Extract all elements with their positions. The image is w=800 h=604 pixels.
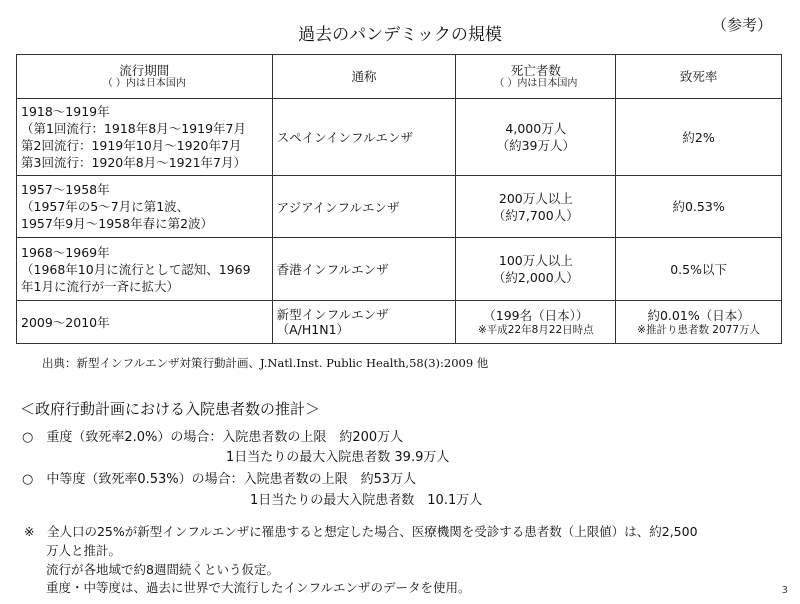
- deaths-cell: 200万人以上 （約7,700人）: [456, 176, 616, 238]
- header-deaths-note: （ ）内は日本国内: [494, 78, 578, 89]
- severe-case-line: ○ 重度（致死率2.0%）の場合：入院患者数の上限 約200万人: [22, 430, 404, 445]
- period-cell: 1957～1958年 （1957年の5～7月に第1波、 1957年9月～1958年春に第2波）: [17, 176, 273, 238]
- page-title: 過去のパンデミックの規模: [298, 25, 502, 45]
- table-row: [17, 238, 782, 301]
- footnote-line: 万人と推計。: [46, 543, 122, 558]
- period-cell: 1968～1969年 （1968年10月に流行として認知、1969 年1月に流行が一斉に拡大）: [17, 238, 273, 301]
- name-cell: 新型インフルエンザ （A/H1N1）: [272, 301, 456, 344]
- table-row: [17, 176, 782, 238]
- period-cell: 2009～2010年: [17, 301, 273, 344]
- fatality-cell: 約2%: [616, 99, 782, 176]
- severe-case-daily: 1日当たりの最大入院患者数 39.9万人: [226, 450, 450, 465]
- deaths-cell: （199名（日本）） ※平成22年8月22日時点: [456, 301, 616, 344]
- estimate-heading: ＜政府行動計画における入院患者数の推計＞: [20, 400, 321, 418]
- name-cell: アジアインフルエンザ: [272, 176, 456, 238]
- fatality-cell: 約0.53%: [616, 176, 782, 238]
- pandemic-table: [16, 54, 782, 344]
- moderate-case-daily: 1日当たりの最大入院患者数 10.1万人: [250, 493, 483, 508]
- deaths-cell: 4,000万人 （約39万人）: [456, 99, 616, 176]
- footnote-line: 重度・中等度は、過去に世界で大流行したインフルエンザのデータを使用。: [46, 580, 471, 595]
- source-citation: 出典：新型インフルエンザ対策行動計画、J.Natl.Inst. Public Health,58(3):2009 他: [42, 356, 489, 370]
- header-fatality: 致死率: [616, 55, 782, 99]
- table-row: [17, 301, 782, 344]
- header-name: 通称: [272, 55, 456, 99]
- fatality-note: ※推計り患者数 2077万人: [637, 324, 761, 336]
- reference-label: （参考）: [711, 16, 772, 34]
- deaths-note: ※平成22年8月22日時点: [477, 324, 594, 336]
- name-cell: 香港インフルエンザ: [272, 238, 456, 301]
- moderate-case-line: ○ 中等度（致死率0.53%）の場合：入院患者数の上限 約53万人: [22, 472, 417, 487]
- footnote-line: 流行が各地域で約8週間続くという仮定。: [46, 562, 279, 577]
- fatality-cell: 0.5%以下: [616, 238, 782, 301]
- deaths-cell: 100万人以上 （約2,000人）: [456, 238, 616, 301]
- header-period-note: （ ）内は日本国内: [102, 78, 186, 89]
- page-number: 3: [781, 585, 788, 596]
- header-period: 流行期間 （ ）内は日本国内: [17, 55, 273, 99]
- table-header-row: [17, 55, 782, 99]
- period-cell: 1918～1919年 （第1回流行：1918年8月～1919年7月 第2回流行：1919年10月～1920年7月 第3回流行：1920年8月～1921年7月）: [17, 99, 273, 176]
- fatality-cell: 約0.01%（日本） ※推計り患者数 2077万人: [616, 301, 782, 344]
- footnote-line: ※ 全人口の25%が新型インフルエンザに罹患すると想定した場合、医療機関を受診する患者数（上限値）は、約2,500: [24, 524, 698, 539]
- table-row: [17, 99, 782, 176]
- name-cell: スペインインフルエンザ: [272, 99, 456, 176]
- header-deaths: 死亡者数 （ ）内は日本国内: [456, 55, 616, 99]
